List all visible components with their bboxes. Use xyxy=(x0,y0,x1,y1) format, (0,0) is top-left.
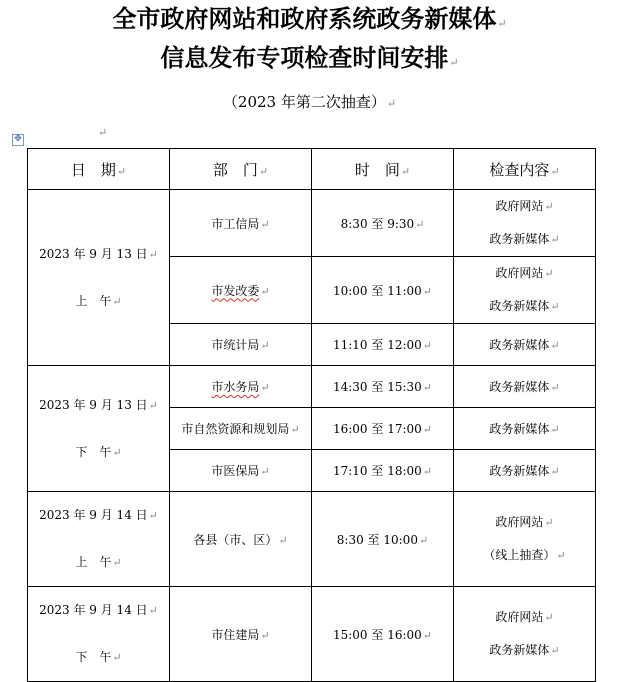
date-text: 2023 年 9 月 13 日↵ xyxy=(39,246,158,261)
time-cell: 10:00 至 11:00↵ xyxy=(312,257,454,324)
header-department: 部 门↵ xyxy=(170,149,312,190)
paragraph-mark: ↵ xyxy=(497,17,507,30)
header-date: 日 期↵ xyxy=(28,149,170,190)
header-time: 时 间↵ xyxy=(312,149,454,190)
table-header-row xyxy=(28,149,596,190)
paragraph-mark: ↵ xyxy=(449,56,459,69)
dept-cell: 市自然资源和规划局↵ xyxy=(170,408,312,450)
schedule-table xyxy=(27,148,596,682)
paragraph-mark: ↵ xyxy=(386,97,397,110)
content-cell: 政务新媒体↵ xyxy=(454,450,596,492)
move-anchor-icon[interactable]: ✥ xyxy=(12,134,24,146)
period-text: 上 午↵ xyxy=(75,555,122,569)
content-cell: 政府网站↵ 政务新媒体↵ xyxy=(454,587,596,682)
period-text: 上 午↵ xyxy=(75,293,122,308)
content-cell: 政府网站↵ （线上抽查）↵ xyxy=(454,492,596,587)
dept-cell: 市统计局↵ xyxy=(170,324,312,366)
period-text: 下 午↵ xyxy=(75,650,122,664)
table-row xyxy=(28,190,596,257)
table-row xyxy=(28,587,596,682)
content-cell: 政务新媒体↵ xyxy=(454,408,596,450)
document-subtitle: （2023 年第二次抽查）↵ xyxy=(222,93,397,111)
header-content: 检查内容↵ xyxy=(454,149,596,190)
date-text: 2023 年 9 月 14 日↵ xyxy=(39,603,158,617)
dept-cell: 市住建局↵ xyxy=(170,587,312,682)
date-text: 2023 年 9 月 13 日↵ xyxy=(39,397,158,412)
time-cell: 14:30 至 15:30↵ xyxy=(312,366,454,408)
dept-cell: 各县（市、区）↵ xyxy=(170,492,312,587)
dept-cell: 市发改委↵ xyxy=(170,257,312,324)
date-cell xyxy=(28,492,170,587)
time-cell: 17:10 至 18:00↵ xyxy=(312,450,454,492)
time-cell: 8:30 至 9:30↵ xyxy=(312,190,454,257)
content-cell: 政府网站↵ 政务新媒体↵ xyxy=(454,257,596,324)
date-text: 2023 年 9 月 14 日↵ xyxy=(39,508,158,522)
date-cell xyxy=(28,366,170,492)
document-title-line-1: 全市政府网站和政府系统政务新媒体↵ xyxy=(112,4,507,33)
dept-cell: 市水务局↵ xyxy=(170,366,312,408)
dept-cell: 市工信局↵ xyxy=(170,190,312,257)
content-cell: 政务新媒体↵ xyxy=(454,324,596,366)
document-title-line-2: 信息发布专项检查时间安排↵ xyxy=(160,43,459,72)
date-cell xyxy=(28,587,170,682)
time-cell: 16:00 至 17:00↵ xyxy=(312,408,454,450)
dept-cell: 市医保局↵ xyxy=(170,450,312,492)
content-cell: 政府网站↵ 政务新媒体↵ xyxy=(454,190,596,257)
time-cell: 11:10 至 12:00↵ xyxy=(312,324,454,366)
content-cell: 政务新媒体↵ xyxy=(454,366,596,408)
period-text: 下 午↵ xyxy=(75,444,122,459)
time-cell[interactable]: 15:00 至 16:00↵ xyxy=(312,587,454,682)
table-row xyxy=(28,492,596,587)
date-cell xyxy=(28,190,170,366)
time-cell: 8:30 至 10:00↵ xyxy=(312,492,454,587)
table-row xyxy=(28,366,596,408)
paragraph-mark: ↵ xyxy=(98,126,108,139)
